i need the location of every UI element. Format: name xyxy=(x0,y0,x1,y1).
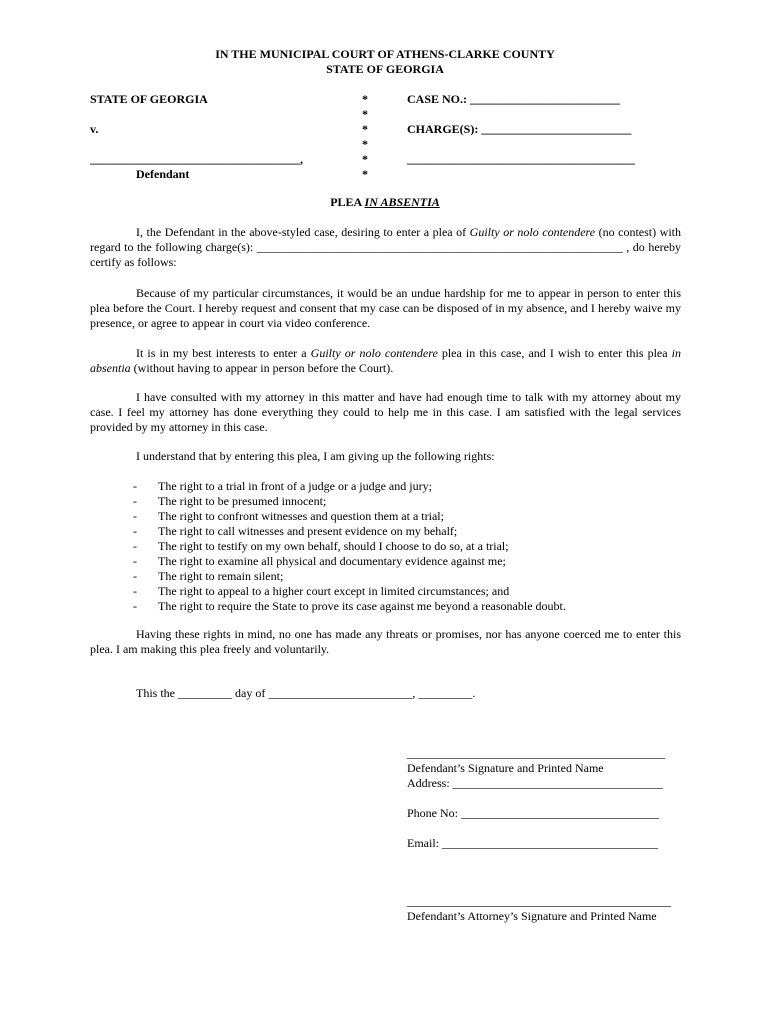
list-dash: - xyxy=(133,494,137,508)
caption-star: * xyxy=(362,137,368,151)
caption-star: * xyxy=(362,92,368,106)
right-text: The right to call witnesses and present evidence on my behalf; xyxy=(158,524,458,538)
rights-list-item xyxy=(90,584,681,599)
defendant-signature-line: ___________________________________________ xyxy=(407,746,665,760)
para1-text-a: I, the Defendant in the above-styled case, desiring to enter a plea of xyxy=(136,225,470,239)
defendant-label: Defendant xyxy=(136,167,190,181)
court-state: STATE OF GEORGIA xyxy=(326,62,444,76)
right-text: The right to testify on my own behalf, should I choose to do so, at a trial; xyxy=(158,539,509,553)
title-plea: PLEA xyxy=(330,195,365,209)
para3-text-e: (without having to appear in person before the Court). xyxy=(130,361,394,375)
list-dash: - xyxy=(133,569,137,583)
rights-list-item xyxy=(90,554,681,569)
court-header xyxy=(90,47,680,77)
rights-list-item xyxy=(90,569,681,584)
para1-text-c: (no contest) with regard to the following charge(s): _____________________________________________________________ , do hereby certify as follows: xyxy=(90,225,681,269)
list-dash: - xyxy=(133,584,137,598)
rights-list-item xyxy=(90,599,681,614)
para3-plea-type: Guilty or nolo contendere xyxy=(310,346,438,360)
list-dash: - xyxy=(133,554,137,568)
caption-star: * xyxy=(362,107,368,121)
rights-list-item xyxy=(90,539,681,554)
paragraph-rights-intro: I understand that by entering this plea, I am giving up the following rights: xyxy=(136,449,495,463)
attorney-signature-line: ____________________________________________ xyxy=(407,894,671,908)
list-dash: - xyxy=(133,599,137,613)
list-dash: - xyxy=(133,524,137,538)
right-text: The right to remain silent; xyxy=(158,569,284,583)
paragraph-voluntary: Having these rights in mind, no one has made any threats or promises, nor has anyone coerced me to enter this plea. I am making this plea freely and voluntarily. xyxy=(90,627,681,656)
plaintiff-name: STATE OF GEORGIA xyxy=(90,92,208,106)
charges-extra-line: ______________________________________ xyxy=(407,152,635,166)
para3-text-a: It is in my best interests to enter a xyxy=(136,346,311,360)
rights-list-item xyxy=(90,524,681,539)
caption-divider xyxy=(362,92,372,182)
date-line: This the _________ day of ________________________, _________. xyxy=(136,686,476,700)
right-text: The right to be presumed innocent; xyxy=(158,494,327,508)
rights-list-item xyxy=(90,494,681,509)
paragraph-hardship: Because of my particular circumstances, it would be an undue hardship for me to appear in person to enter this plea before the Court. I hereby request and consent that my case can be disposed of in my absence, and I hereby waive my presence, or agree to appear in court via video conference. xyxy=(90,286,681,330)
attorney-signature-label: Defendant’s Attorney’s Signature and Printed Name xyxy=(407,909,657,923)
defendant-signature-label: Defendant’s Signature and Printed Name xyxy=(407,761,604,775)
para3-in-absentia: in absentia xyxy=(90,346,681,375)
rights-list-item xyxy=(90,479,681,494)
versus-label: v. xyxy=(90,122,99,136)
defendant-name-line: ___________________________________, xyxy=(90,152,303,166)
right-text: The right to appeal to a higher court except in limited circumstances; and xyxy=(158,584,510,598)
title-in-absentia xyxy=(365,195,440,209)
case-caption xyxy=(90,92,680,184)
right-text: The right to confront witnesses and question them at a trial; xyxy=(158,509,444,523)
caption-star: * xyxy=(362,167,368,181)
paragraph-attorney-consult: I have consulted with my attorney in this matter and have had enough time to talk with my attorney about my case. I feel my attorney has done everything they could to help me in this case. I am satisfied with the legal services provided by my attorney in this case. xyxy=(90,390,681,434)
case-number-field: CASE NO.: _________________________ xyxy=(407,92,621,106)
document-title xyxy=(90,195,680,210)
email-field: Email: ____________________________________ xyxy=(407,836,658,850)
right-text: The right to examine all physical and documentary evidence against me; xyxy=(158,554,506,568)
rights-list xyxy=(90,479,681,614)
paragraph-best-interest xyxy=(90,346,681,376)
rights-list-item xyxy=(90,509,681,524)
address-field: Address: ___________________________________ xyxy=(407,776,663,790)
para1-plea-type: Guilty or nolo contendere xyxy=(469,225,596,239)
list-dash: - xyxy=(133,509,137,523)
caption-star: * xyxy=(362,152,368,166)
list-dash: - xyxy=(133,539,137,553)
right-text: The right to require the State to prove its case against me beyond a reasonable doubt. xyxy=(158,599,566,613)
phone-field: Phone No: _________________________________ xyxy=(407,806,659,820)
right-text: The right to a trial in front of a judge or a judge and jury; xyxy=(158,479,432,493)
court-name: IN THE MUNICIPAL COURT OF ATHENS-CLARKE COUNTY xyxy=(215,47,555,61)
para3-text-c: plea in this case, and I wish to enter this plea xyxy=(437,346,672,360)
charges-field: CHARGE(S): _________________________ xyxy=(407,122,632,136)
caption-star: * xyxy=(362,122,368,136)
title-in-absentia-text: IN ABSENTIA xyxy=(364,195,440,209)
list-dash: - xyxy=(133,479,137,493)
paragraph-plea-intent xyxy=(90,225,681,270)
